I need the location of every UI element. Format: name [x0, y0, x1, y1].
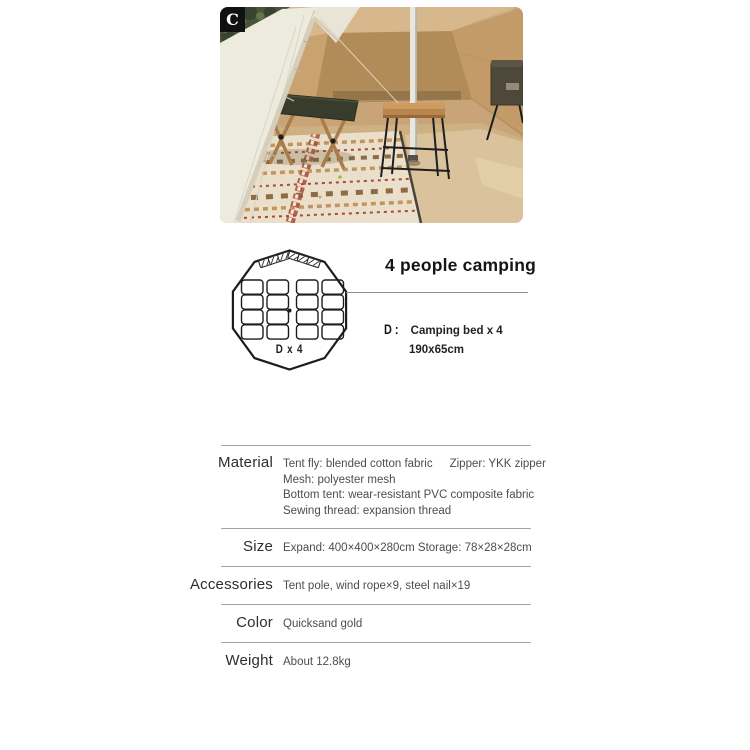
- photo-label-badge: [220, 7, 245, 32]
- spec-row-accessories: [189, 566, 531, 604]
- spec-value: Expand: 400×400×280cm Storage: 78×28×28cm: [283, 542, 532, 554]
- photo-label: C: [226, 10, 239, 29]
- spec-value: Tent pole, wind rope×9, steel nail×19: [283, 580, 471, 592]
- material-line-1: Tent fly: blended cotton fabric Zipper: YKK zipper: [283, 458, 546, 470]
- spec-label: Weight: [225, 652, 273, 669]
- legend-bed-size: 190x65cm: [409, 344, 464, 356]
- legend-row: [384, 321, 503, 337]
- material-line-3: Bottom tent: wear-resistant PVC composite fabric: [283, 489, 535, 501]
- capacity-title: 4 people camping: [385, 255, 537, 275]
- spec-table: [189, 445, 546, 680]
- spec-row-material: [218, 445, 546, 528]
- spec-row-size: [221, 528, 531, 566]
- center-pole-dot: [288, 309, 292, 313]
- spec-row-weight: [221, 642, 531, 680]
- spec-value: [283, 457, 546, 519]
- capacity-underline: [346, 292, 528, 293]
- tent-interior-illustration: [220, 7, 523, 223]
- spec-value: About 12.8kg: [283, 656, 351, 668]
- spec-row-color: [221, 604, 531, 642]
- spec-label: Accessories: [189, 576, 273, 593]
- spec-label: Color: [236, 614, 273, 631]
- legend-key: D :: [384, 321, 399, 337]
- bed-count-label: D x 4: [275, 343, 304, 357]
- material-line-2: Mesh: polyester mesh: [283, 473, 396, 486]
- spec-label: Size: [243, 538, 273, 555]
- legend-item: Camping bed x 4: [410, 325, 503, 337]
- floorplan-diagram: [225, 245, 355, 380]
- material-line-4: Sewing thread: expansion thread: [283, 504, 452, 517]
- product-photo: [220, 7, 523, 223]
- back-wall-panel: [315, 31, 472, 103]
- spec-label: Material: [218, 454, 273, 471]
- spec-value: Quicksand gold: [283, 618, 363, 630]
